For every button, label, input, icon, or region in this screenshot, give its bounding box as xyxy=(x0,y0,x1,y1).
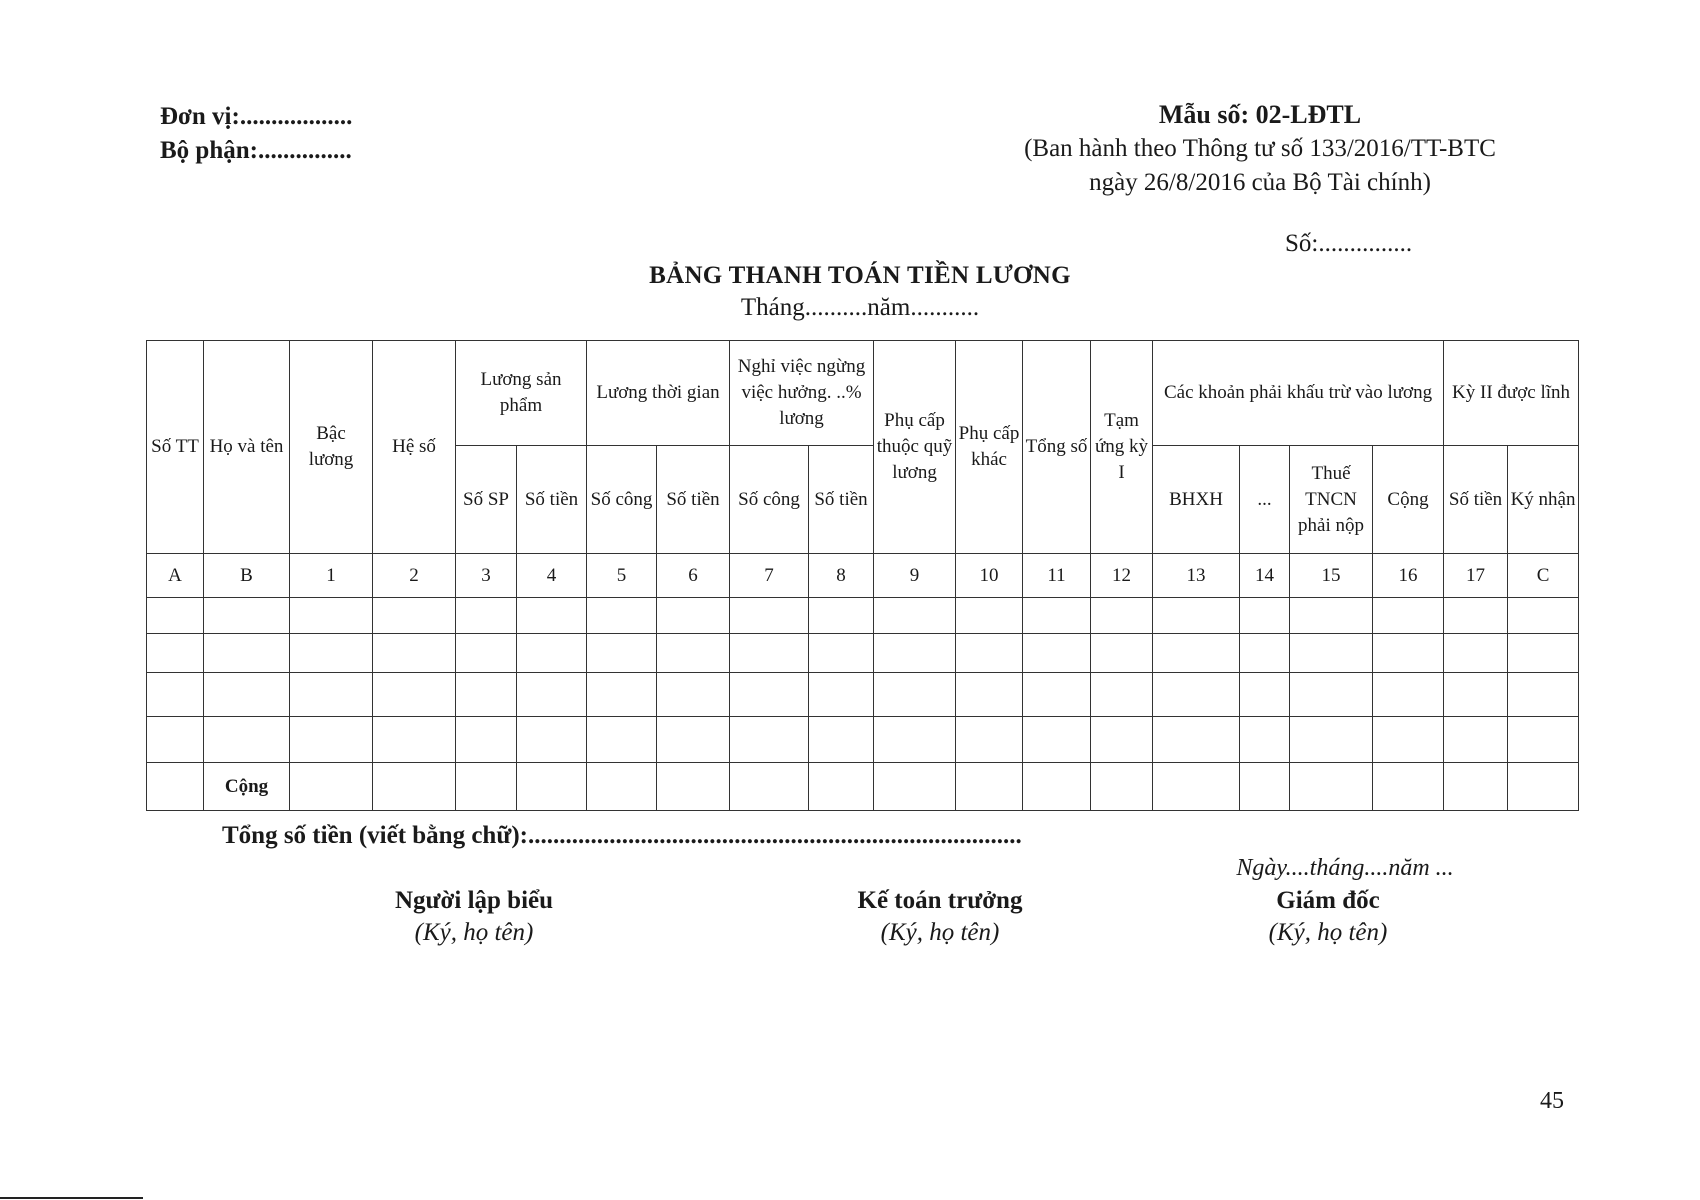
empty-cell xyxy=(204,717,290,763)
title-block xyxy=(500,260,1220,324)
empty-cell xyxy=(147,763,204,811)
empty-cell xyxy=(373,673,456,717)
empty-cell xyxy=(809,673,874,717)
empty-cell xyxy=(809,598,874,634)
empty-cell xyxy=(587,717,657,763)
header-deductions: Các khoản phải khấu trừ vào lương xyxy=(1153,341,1444,446)
empty-cell xyxy=(1290,763,1373,811)
empty-cell xyxy=(517,598,587,634)
empty-cell xyxy=(1023,763,1091,811)
empty-cell xyxy=(587,763,657,811)
empty-cell xyxy=(204,673,290,717)
index-cell: 5 xyxy=(587,554,657,598)
empty-cell xyxy=(290,763,373,811)
header-time-wage: Lương thời gian xyxy=(587,341,730,446)
department-field: Bộ phận:............... xyxy=(160,137,352,164)
header-tax: Thuế TNCN phải nộp xyxy=(1290,446,1373,554)
total-row xyxy=(147,763,1579,811)
empty-cell xyxy=(290,717,373,763)
header-name: Họ và tên xyxy=(204,341,290,554)
amount-in-words: Tổng số tiền (viết bằng chữ):............................................................................... xyxy=(222,822,1022,849)
empty-cell xyxy=(1290,598,1373,634)
signer-hint: (Ký, họ tên) xyxy=(414,919,534,946)
empty-cell xyxy=(456,634,517,673)
empty-cell xyxy=(517,634,587,673)
header-advance: Tạm ứng kỳ I xyxy=(1091,341,1153,554)
empty-cell xyxy=(1153,673,1240,717)
empty-cell xyxy=(657,634,730,673)
header-period-2-sign: Ký nhận xyxy=(1508,446,1579,554)
empty-cell xyxy=(1508,763,1579,811)
empty-cell xyxy=(1091,717,1153,763)
empty-cell xyxy=(1091,598,1153,634)
empty-cell xyxy=(874,717,956,763)
empty-cell xyxy=(1240,717,1290,763)
empty-cell xyxy=(1240,634,1290,673)
header-ellipsis: ... xyxy=(1240,446,1290,554)
empty-cell xyxy=(373,763,456,811)
empty-cell xyxy=(1153,717,1240,763)
empty-cell xyxy=(1444,673,1508,717)
header-grade: Bậc lương xyxy=(290,341,373,554)
empty-cell xyxy=(874,763,956,811)
document-number: Số:............... xyxy=(1285,230,1413,257)
form-code: Mẫu số: 02-LĐTL xyxy=(1158,100,1362,129)
index-cell: B xyxy=(204,554,290,598)
corner-rule xyxy=(0,1197,143,1199)
payroll-table xyxy=(146,340,1579,811)
empty-cell xyxy=(1444,598,1508,634)
empty-cell xyxy=(1153,634,1240,673)
empty-cell xyxy=(1373,717,1444,763)
empty-cell xyxy=(956,598,1023,634)
empty-cell xyxy=(1373,598,1444,634)
index-row xyxy=(147,554,1579,598)
header-deductions-total: Cộng xyxy=(1373,446,1444,554)
index-cell: 3 xyxy=(456,554,517,598)
signer-role: Kế toán trưởng xyxy=(857,887,1023,914)
table-row xyxy=(147,598,1579,634)
index-cell: 14 xyxy=(1240,554,1290,598)
empty-cell xyxy=(1023,717,1091,763)
empty-cell xyxy=(730,673,809,717)
empty-cell xyxy=(1373,763,1444,811)
header-allowance-fund: Phụ cấp thuộc quỹ lương xyxy=(874,341,956,554)
empty-cell xyxy=(373,598,456,634)
empty-cell xyxy=(657,673,730,717)
index-cell: 8 xyxy=(809,554,874,598)
header-time-days: Số công xyxy=(587,446,657,554)
index-cell: 2 xyxy=(373,554,456,598)
empty-cell xyxy=(730,634,809,673)
header-row-1 xyxy=(147,341,1579,446)
empty-cell xyxy=(1091,634,1153,673)
empty-cell xyxy=(147,598,204,634)
empty-cell xyxy=(1091,763,1153,811)
empty-cell xyxy=(1508,598,1579,634)
page-number: 45 xyxy=(1540,1088,1564,1114)
empty-cell xyxy=(147,717,204,763)
form-info xyxy=(960,98,1560,200)
empty-cell xyxy=(1373,673,1444,717)
empty-cell xyxy=(956,634,1023,673)
header-bhxh: BHXH xyxy=(1153,446,1240,554)
table-row xyxy=(147,634,1579,673)
header-leave-amount: Số tiền xyxy=(809,446,874,554)
index-cell: C xyxy=(1508,554,1579,598)
empty-cell xyxy=(1373,634,1444,673)
empty-cell xyxy=(587,634,657,673)
index-cell: 7 xyxy=(730,554,809,598)
empty-cell xyxy=(1153,763,1240,811)
empty-cell xyxy=(809,763,874,811)
period-line: Tháng..........năm........... xyxy=(740,294,980,321)
empty-cell xyxy=(730,598,809,634)
empty-cell xyxy=(1023,598,1091,634)
sign-date: Ngày....tháng....năm ... xyxy=(1236,855,1454,881)
empty-cell xyxy=(1508,634,1579,673)
index-cell: 17 xyxy=(1444,554,1508,598)
unit-field: Đơn vị:.................. xyxy=(160,103,353,130)
empty-cell xyxy=(290,598,373,634)
signature-chief-accountant xyxy=(770,885,1110,949)
empty-cell xyxy=(657,598,730,634)
empty-cell xyxy=(373,717,456,763)
empty-cell xyxy=(204,598,290,634)
index-cell: 6 xyxy=(657,554,730,598)
empty-cell xyxy=(456,673,517,717)
empty-cell xyxy=(1240,598,1290,634)
empty-cell xyxy=(290,673,373,717)
empty-cell xyxy=(1508,717,1579,763)
header-stt: Số TT xyxy=(147,341,204,554)
empty-cell xyxy=(956,763,1023,811)
signature-preparer xyxy=(304,885,644,949)
index-cell: 1 xyxy=(290,554,373,598)
empty-cell xyxy=(730,763,809,811)
issued-line-1: (Ban hành theo Thông tư số 133/2016/TT-BTC xyxy=(1024,135,1496,162)
empty-cell xyxy=(517,717,587,763)
empty-cell xyxy=(730,717,809,763)
empty-cell xyxy=(204,634,290,673)
signature-director xyxy=(1158,885,1498,949)
empty-cell xyxy=(587,598,657,634)
index-cell: A xyxy=(147,554,204,598)
index-cell: 13 xyxy=(1153,554,1240,598)
empty-cell xyxy=(1290,634,1373,673)
empty-cell xyxy=(147,673,204,717)
empty-cell xyxy=(1290,673,1373,717)
page-title: BẢNG THANH TOÁN TIỀN LƯƠNG xyxy=(649,262,1071,289)
empty-cell xyxy=(1290,717,1373,763)
signer-hint: (Ký, họ tên) xyxy=(1268,919,1388,946)
empty-cell xyxy=(809,634,874,673)
index-cell: 11 xyxy=(1023,554,1091,598)
org-info xyxy=(160,100,352,168)
empty-cell xyxy=(1444,634,1508,673)
empty-cell xyxy=(657,763,730,811)
header-product-qty: Số SP xyxy=(456,446,517,554)
empty-cell xyxy=(956,673,1023,717)
index-cell: 15 xyxy=(1290,554,1373,598)
table-row xyxy=(147,673,1579,717)
signer-role: Người lập biểu xyxy=(394,887,554,914)
header-leave: Nghỉ việc ngừng việc hưởng. ..% lương xyxy=(730,341,874,446)
empty-cell xyxy=(587,673,657,717)
header-leave-days: Số công xyxy=(730,446,809,554)
empty-cell xyxy=(657,717,730,763)
empty-cell xyxy=(1023,673,1091,717)
header-allowance-other: Phụ cấp khác xyxy=(956,341,1023,554)
total-label: Cộng xyxy=(204,763,290,811)
empty-cell xyxy=(1444,763,1508,811)
empty-cell xyxy=(1240,673,1290,717)
empty-cell xyxy=(456,763,517,811)
index-cell: 12 xyxy=(1091,554,1153,598)
empty-cell xyxy=(517,763,587,811)
header-coefficient: Hệ số xyxy=(373,341,456,554)
empty-cell xyxy=(373,634,456,673)
empty-cell xyxy=(809,717,874,763)
empty-cell xyxy=(456,598,517,634)
header-product-wage: Lương sản phẩm xyxy=(456,341,587,446)
empty-cell xyxy=(147,634,204,673)
empty-cell xyxy=(874,673,956,717)
empty-cell xyxy=(1023,634,1091,673)
index-cell: 4 xyxy=(517,554,587,598)
signer-role: Giám đốc xyxy=(1276,887,1380,914)
header-total: Tổng số xyxy=(1023,341,1091,554)
empty-cell xyxy=(1444,717,1508,763)
index-cell: 16 xyxy=(1373,554,1444,598)
empty-cell xyxy=(1153,598,1240,634)
empty-cell xyxy=(874,598,956,634)
empty-cell xyxy=(1091,673,1153,717)
empty-cell xyxy=(956,717,1023,763)
header-period-2: Kỳ II được lĩnh xyxy=(1444,341,1579,446)
index-cell: 10 xyxy=(956,554,1023,598)
header-time-amount: Số tiền xyxy=(657,446,730,554)
signer-hint: (Ký, họ tên) xyxy=(880,919,1000,946)
empty-cell xyxy=(1508,673,1579,717)
index-cell: 9 xyxy=(874,554,956,598)
empty-cell xyxy=(1240,763,1290,811)
empty-cell xyxy=(874,634,956,673)
issued-line-2: ngày 26/8/2016 của Bộ Tài chính) xyxy=(1089,169,1431,196)
empty-cell xyxy=(517,673,587,717)
header-period-2-amount: Số tiền xyxy=(1444,446,1508,554)
header-product-amount: Số tiền xyxy=(517,446,587,554)
empty-cell xyxy=(456,717,517,763)
table-row xyxy=(147,717,1579,763)
empty-cell xyxy=(290,634,373,673)
